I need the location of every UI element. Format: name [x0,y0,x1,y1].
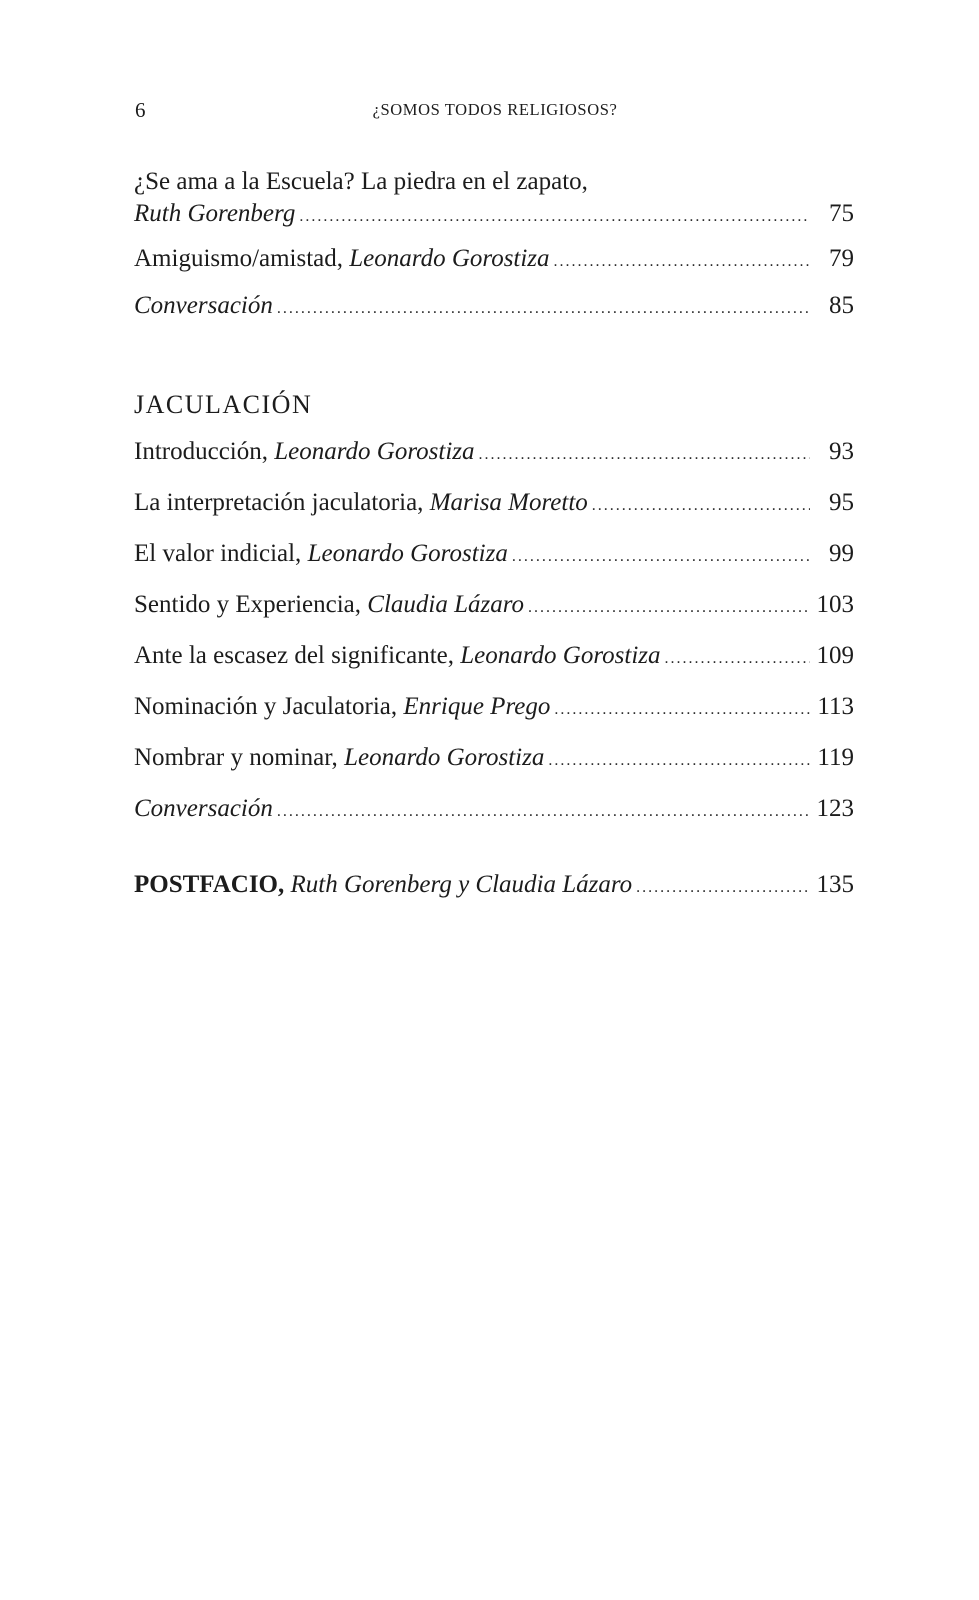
section-heading: JACULACIÓN [134,390,313,419]
leader-dots [554,246,810,278]
entry-title: Introducción, [134,438,275,465]
leader-dots [277,796,810,828]
entry-page: 103 [816,591,854,618]
entry-title: POSTFACIO, [134,871,291,898]
entry-page: 75 [829,200,854,227]
entry-title: Ante la escasez del significante, [134,642,461,669]
entry-author: Ruth Gorenberg y Claudia Lázaro [290,871,633,898]
entry-title: Nominación y Jaculatoria, [134,693,404,720]
entry-page: 109 [816,642,854,669]
entry-author: Marisa Moretto [429,489,588,516]
entry-page: 99 [829,540,854,567]
entry-title: El valor indicial, [134,540,308,567]
leader-dots [548,745,810,777]
entry-page: 95 [829,489,854,516]
toc-entry [134,243,854,278]
entry-page: 123 [816,795,854,822]
entry-author: Claudia Lázaro [367,591,525,618]
toc-entry [134,290,854,325]
entry-page: 79 [829,245,854,272]
leader-dots [512,541,810,573]
entry-page: 135 [816,871,854,898]
leader-dots [592,490,810,522]
entry-page: 93 [829,438,854,465]
toc-entry [134,869,854,904]
leader-dots [665,643,810,675]
entry-author: Enrique Prego [403,693,551,720]
toc-entry-line: ¿Se ama a la Escuela? La piedra en el zapato, [134,168,588,195]
toc-entry [134,742,854,777]
leader-dots [277,293,810,325]
entry-page: 85 [829,292,854,319]
toc-entry [134,691,854,726]
toc-entry [134,589,854,624]
entry-author: Leonardo Gorostiza [349,245,550,272]
toc-entry [134,198,854,233]
toc-entry [134,640,854,675]
entry-author: Ruth Gorenberg [134,200,296,227]
leader-dots [636,872,810,904]
toc-entry-wrap [134,290,854,325]
toc-entry [134,487,854,522]
entry-title: Sentido y Experiencia, [134,591,368,618]
entry-author: Leonardo Gorostiza [307,540,508,567]
entry-author: Leonardo Gorostiza [460,642,661,669]
leader-dots [528,592,810,624]
toc-postfacio [134,869,854,904]
entry-title: Amiguismo/amistad, [134,245,350,272]
toc-entry [134,436,854,471]
entry-page: 113 [817,693,854,720]
entry-author: Conversación [134,292,273,319]
entry-title: La interpretación jaculatoria, [134,489,430,516]
toc-entry [134,793,854,828]
page-number: 6 [135,98,146,122]
leader-dots [299,201,810,233]
entry-page: 119 [817,744,854,771]
leader-dots [554,694,810,726]
entry-title: Nombrar y nominar, [134,744,345,771]
entry-author: Leonardo Gorostiza [274,438,475,465]
toc-entry-wrap [134,243,854,278]
entry-author: Leonardo Gorostiza [344,744,545,771]
leader-dots [479,439,811,471]
running-title: ¿SOMOS TODOS RELIGIOSOS? [372,100,618,119]
toc-group-1 [134,166,854,233]
toc-section-entries [134,436,854,828]
entry-author: Conversación [134,795,273,822]
toc-entry [134,538,854,573]
